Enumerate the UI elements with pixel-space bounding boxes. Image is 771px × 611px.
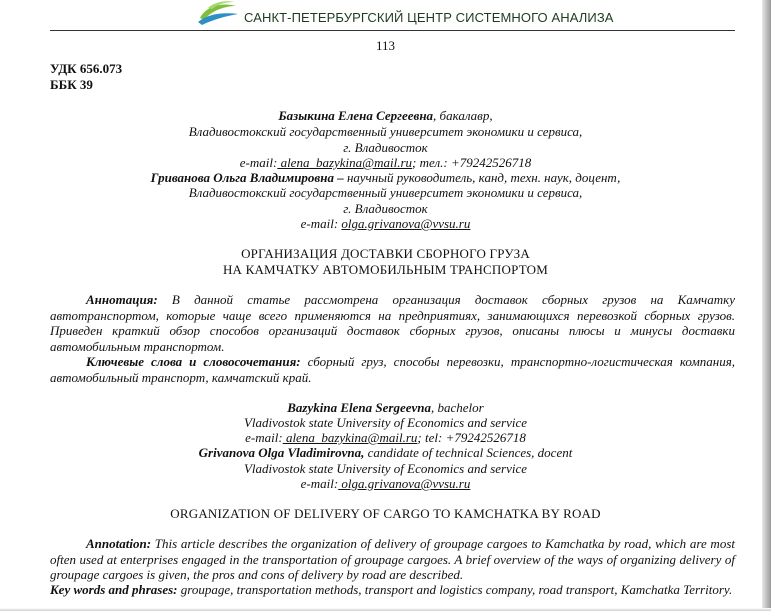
ru-keywords-text: сборный груз, способы перевозки, транспортно-логистическая компания, автомобильный транспорт, камчатский край. xyxy=(50,354,735,385)
en-author1-role: , bachelor xyxy=(431,400,484,415)
en-author1-contacts xyxy=(0,430,771,446)
en-author2-line xyxy=(0,445,771,461)
en-abstract xyxy=(50,536,735,583)
udk-code: УДК 656.073 xyxy=(50,61,123,76)
ru-author2-email-label: e-mail: xyxy=(300,216,342,231)
en-keywords xyxy=(50,582,735,598)
en-author1-email-label: e-mail: xyxy=(245,430,283,445)
en-author2-affiliation: Vladivostok state University of Economics and service xyxy=(243,461,528,476)
en-keywords-label: Key words and phrases: xyxy=(50,582,178,597)
en-author2-email-link[interactable]: olga.grivanova@vvsu.ru xyxy=(338,476,471,491)
ru-author2-contacts xyxy=(0,216,771,232)
ru-author1-line xyxy=(0,108,771,124)
ru-abstract xyxy=(50,292,735,354)
ru-title-line1: ОРГАНИЗАЦИЯ ДОСТАВКИ СБОРНОГО ГРУЗА xyxy=(241,246,530,261)
ru-author1-name: Базыкина Елена Сергеевна xyxy=(278,108,434,123)
en-author2-email-label: e-mail: xyxy=(300,476,339,491)
ru-author1-city: г. Владивосток xyxy=(343,140,428,155)
organization-name: САНКТ-ПЕТЕРБУРГСКИЙ ЦЕНТР СИСТЕМНОГО АНАЛИЗА xyxy=(244,10,614,25)
ru-author1-email-label: e-mail: xyxy=(239,155,278,170)
ru-author2-email-link[interactable]: olga.grivanova@vvsu.ru xyxy=(341,216,471,231)
en-keywords-text: groupage, transportation methods, transport and logistics company, road transport, Kamchatka Territory. xyxy=(177,582,733,597)
header-rule xyxy=(50,30,735,31)
ru-author2-role: научный руководитель, канд, техн. наук, доцент, xyxy=(343,170,621,185)
ru-author2-name: Гриванова Ольга Владимировна – xyxy=(150,170,344,185)
en-author1-name: Bazykina Elena Sergeevna xyxy=(287,400,431,415)
ru-abstract-text: В данной статье рассмотрена организация доставок сборных грузов на Камчатку автотранспортом, которые чаще всего применяются на предприятиях, занимающихся перевозкой сборных грузов. Приведен краткий обзор способов организаций доставок сборных грузов, описаны плюсы и минусы доставки автомобильным транспортом. xyxy=(50,292,735,354)
en-title: ORGANIZATION OF DELIVERY OF CARGO TO KAMCHATKA BY ROAD xyxy=(170,506,601,521)
ru-abstract-label: Аннотация: xyxy=(86,292,158,307)
en-author1-email-link[interactable]: alena_bazykina@mail.ru xyxy=(282,430,418,445)
globe-swoosh-logo-icon xyxy=(196,0,240,26)
en-author2-name: Grivanova Olga Vladimirovna, xyxy=(198,445,365,460)
ru-author2-city: г. Владивосток xyxy=(343,201,428,216)
en-author2-role: candidate of technical Sciences, docent xyxy=(364,445,573,460)
en-author1-phone: ; tel: +79242526718 xyxy=(417,430,526,445)
en-author1-line xyxy=(0,400,771,416)
ru-author2-affiliation: Владивостокский государственный университет экономики и сервиса, xyxy=(188,185,583,200)
ru-keywords-label: Ключевые слова и словосочетания: xyxy=(86,354,301,369)
ru-author1-role: , бакалавр, xyxy=(433,108,493,123)
ru-keywords xyxy=(50,354,735,385)
en-abstract-label: Annotation: xyxy=(86,536,152,551)
ru-author1-affiliation: Владивостокский государственный университет экономики и сервиса, xyxy=(188,124,583,139)
en-author2-contacts xyxy=(0,476,771,492)
page-number: 113 xyxy=(375,38,396,53)
ru-title-line2: НА КАМЧАТКУ АВТОМОБИЛЬНЫМ ТРАНСПОРТОМ xyxy=(222,262,549,277)
ru-author1-contacts xyxy=(0,155,771,171)
en-abstract-text: This article describes the organization of delivery of groupage cargoes to Kamchatka by road, which are most often used at enterprises engaged in the transportation of groupage cargoes. A brief overview of the ways of organizing delivery of groupage cargoes is given, the pros and cons of delivery by road are described. xyxy=(50,536,735,582)
bbk-code: ББК 39 xyxy=(50,77,93,92)
ru-author2-line xyxy=(0,170,771,186)
en-author1-affiliation: Vladivostok state University of Economics and service xyxy=(243,415,528,430)
ru-author1-phone: ; тел.: +79242526718 xyxy=(412,155,532,170)
running-header xyxy=(0,0,762,30)
classification-codes xyxy=(50,61,122,93)
ru-author1-email-link[interactable]: alena_bazykina@mail.ru xyxy=(277,155,413,170)
